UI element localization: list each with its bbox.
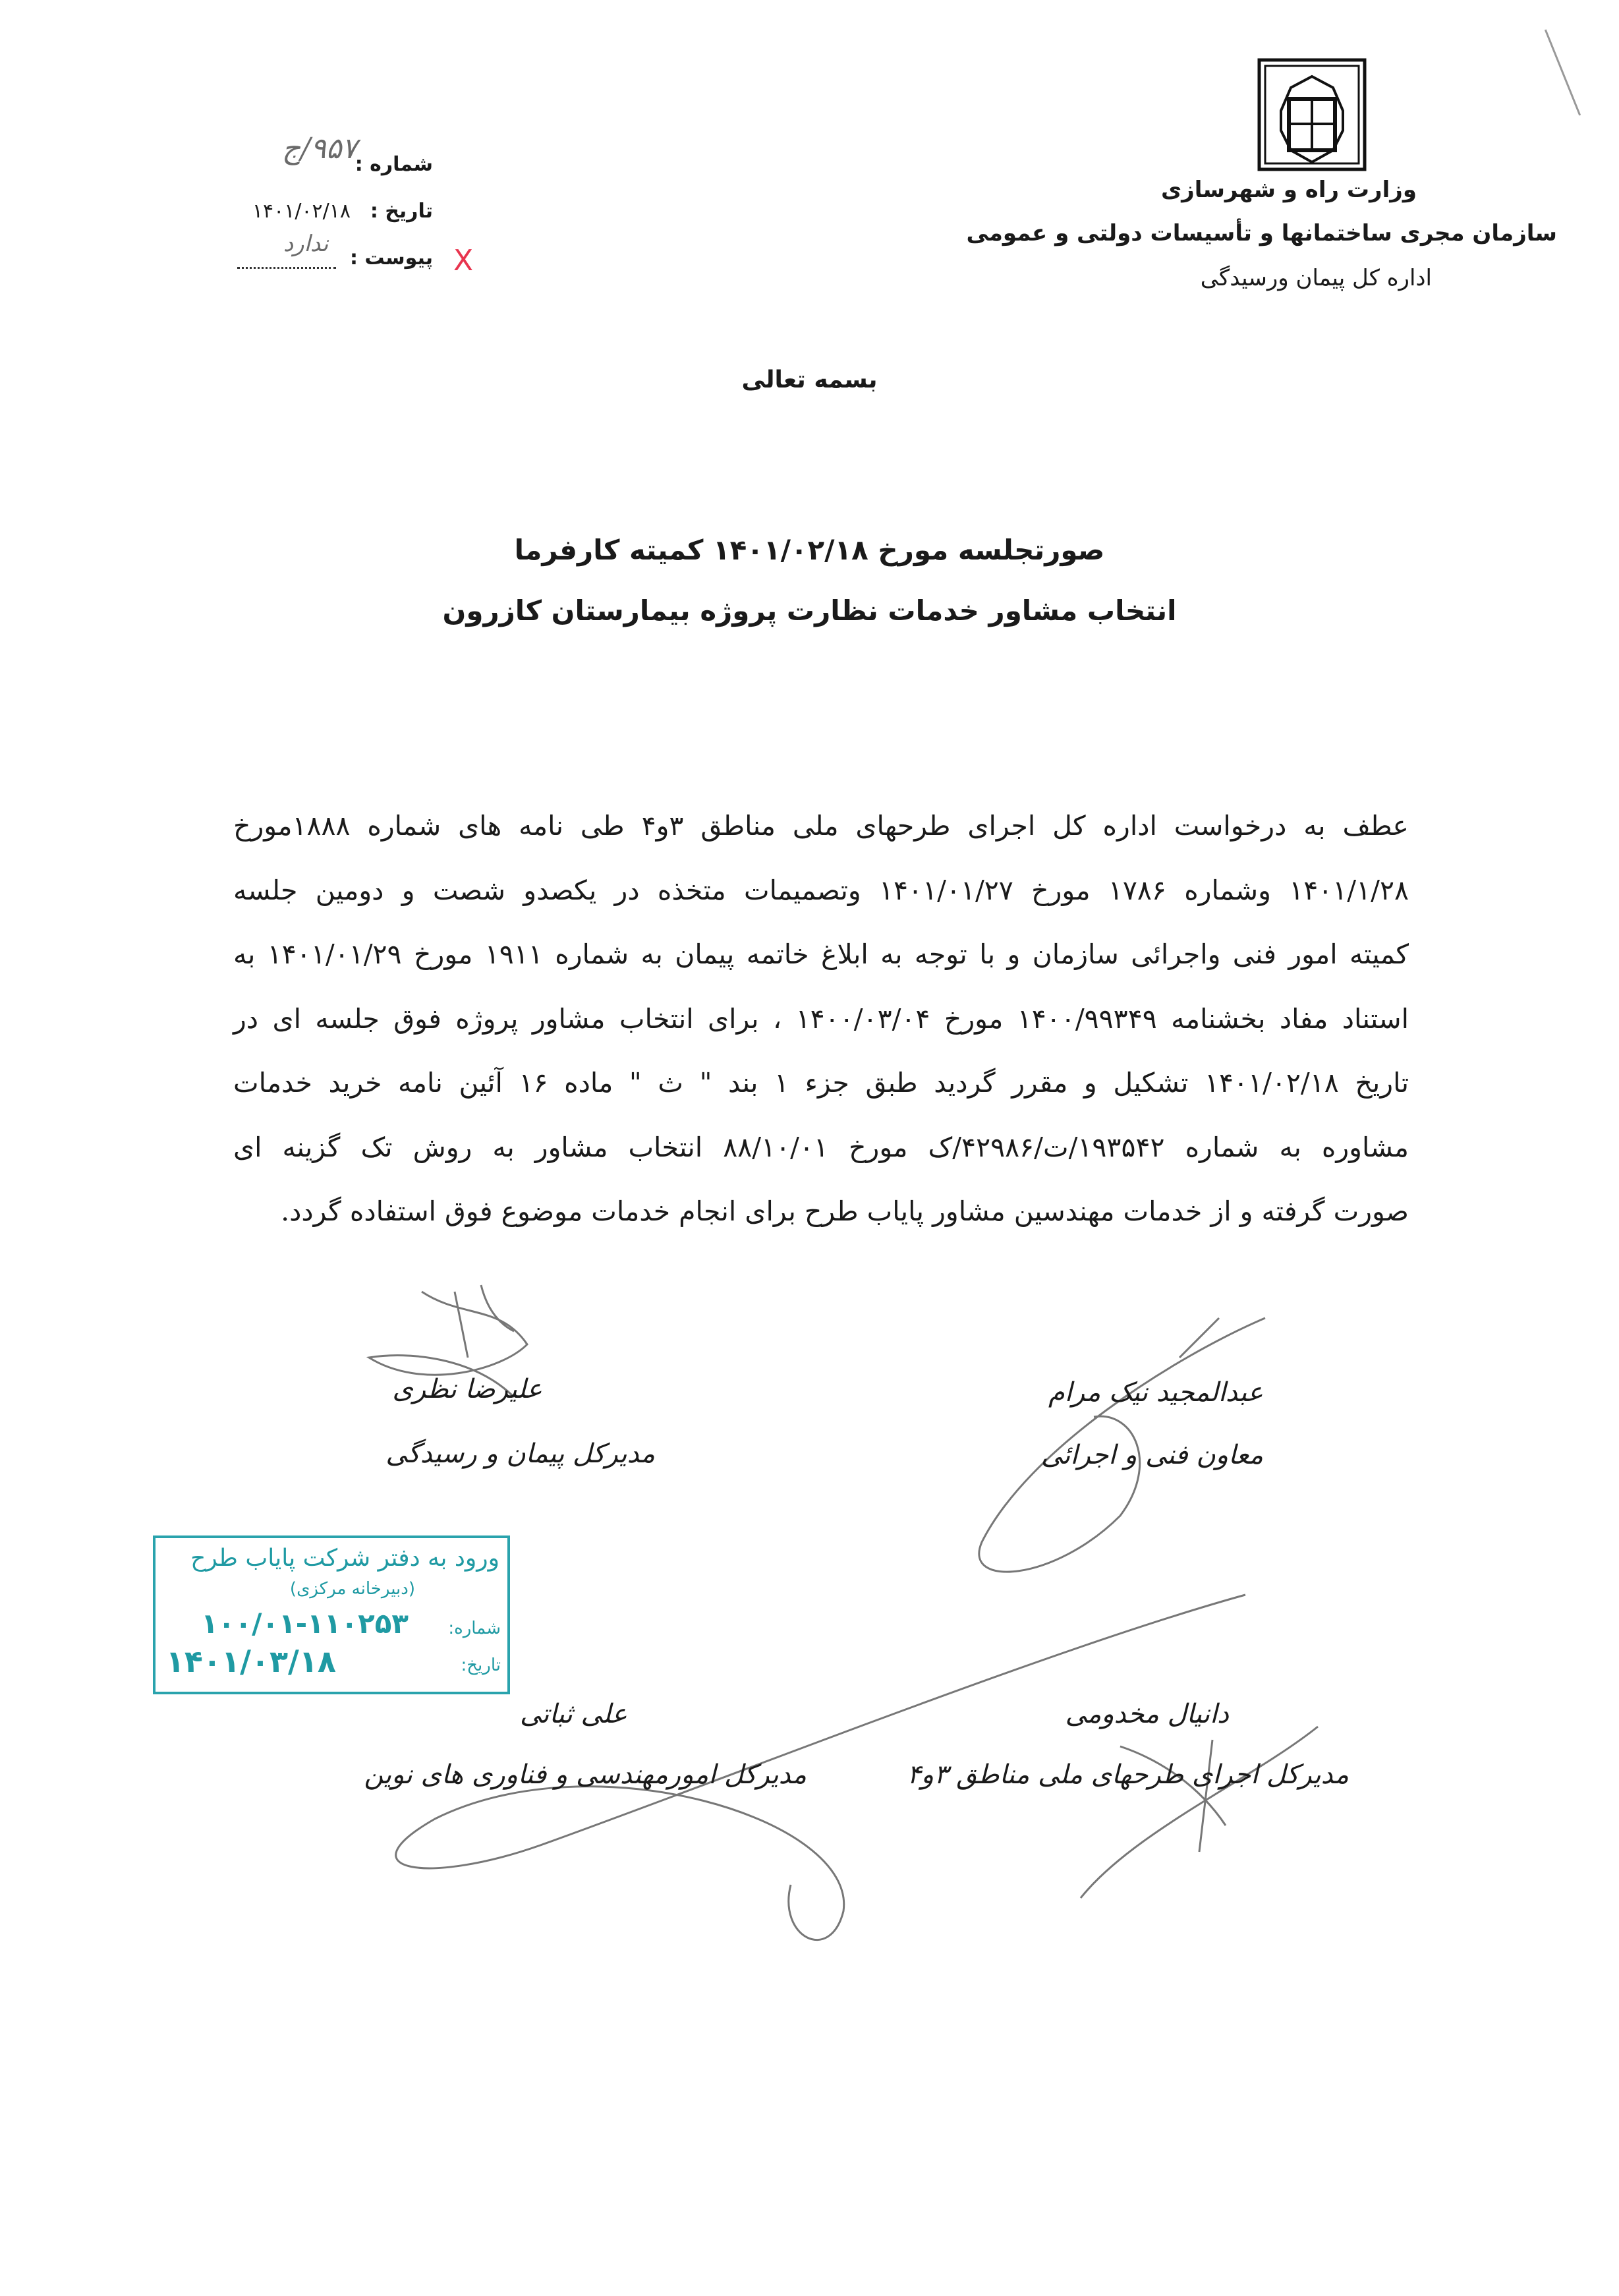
- letter-number-value: ۹۵۷/ج: [281, 132, 357, 165]
- receipt-stamp: [153, 1535, 510, 1694]
- signatory-name: علیرضا نظری: [392, 1374, 542, 1404]
- letter-date-label: تاریخ :: [370, 200, 433, 223]
- signatory-role: مدیرکل پیمان و رسیدگی: [385, 1439, 655, 1469]
- signatory-name: دانیال مخدومی: [1065, 1699, 1229, 1729]
- stamp-number-value: ۱۰۰/۰۱-۱۱۰۲۵۳: [201, 1607, 409, 1640]
- basmala: بسمه تعالی: [741, 366, 878, 393]
- stamp-subheading: (دبیرخانه مرکزی): [289, 1579, 415, 1599]
- stamp-heading: ورود به دفتر شرکت پایاب طرح: [190, 1545, 499, 1572]
- body-line: مشاوره به شماره ۱۹۳۵۴۲/ت/۴۲۹۸۶/ک مورخ ۸۸/۱۰/۰۱ انتخاب مشاور به روش تک گزینه ای: [233, 1131, 1409, 1163]
- body-line: کمیته امور فنی واجرائی سازمان و با توجه به ابلاغ خاتمه پیمان به شماره ۱۹۱۱ مورخ ۱۴۰۱/۰۱/۲۹ به: [233, 938, 1409, 970]
- letter-date-value: ۱۴۰۱/۰۲/۱۸: [252, 200, 351, 223]
- letter-number-label: شماره :: [355, 153, 433, 176]
- body-line: استناد مفاد بخشنامه ۱۴۰۰/۹۹۳۴۹ مورخ ۱۴۰۰/۰۳/۰۴ ، برای انتخاب مشاور پروژه فوق جلسه ای در: [233, 1002, 1409, 1035]
- department-name: اداره کل پیمان ورسیدگی: [1200, 265, 1432, 291]
- signatory-name: عبدالمجید نیک مرام: [1048, 1377, 1263, 1408]
- signatory-name: علی ثباتی: [519, 1699, 627, 1729]
- signatory-role: مدیرکل امورمهندسی و فناوری های نوین: [364, 1760, 807, 1790]
- document-subtitle: انتخاب مشاور خدمات نظارت پروژه بیمارستان کازرون: [442, 594, 1177, 627]
- stamp-number-label: شماره:: [448, 1619, 501, 1638]
- attachment-label: پیوست :: [349, 246, 433, 270]
- stamp-date-value: ۱۴۰۱/۰۳/۱۸: [165, 1644, 336, 1679]
- body-line: ۱۴۰۱/۱/۲۸ وشماره ۱۷۸۶ مورخ ۱۴۰۱/۰۱/۲۷ وتصمیمات متخذه در یکصدو شصت و دومین جلسه: [233, 874, 1409, 906]
- body-line: تاریخ ۱۴۰۱/۰۲/۱۸ تشکیل و مقرر گردید طبق جزء ۱ بند " ث " ماده ۱۶ آئین نامه خرید خدمات: [233, 1067, 1409, 1099]
- document-title: صورتجلسه مورخ ۱۴۰۱/۰۲/۱۸ کمیته کارفرما: [514, 534, 1105, 566]
- organization-name: سازمان مجری ساختمانها و تأسیسات دولتی و عمومی: [966, 220, 1557, 246]
- ministry-name: وزارت راه و شهرسازی: [1160, 177, 1417, 203]
- attachment-value: ندارد: [283, 231, 329, 257]
- signatory-role: مدیرکل اجرای طرحهای ملی مناطق ۳و۴: [907, 1760, 1349, 1790]
- body-line: عطف به درخواست اداره کل اجرای طرحهای ملی مناطق ۳و۴ طی نامه های شماره ۱۸۸۸مورخ: [233, 810, 1409, 842]
- signatory-role: معاون فنی و اجرائی: [1040, 1440, 1263, 1470]
- attachment-x-mark: X: [453, 244, 474, 277]
- body-line: صورت گرفته و از خدمات مهندسین مشاور پایاب طرح برای انجام خدمات موضوع فوق استفاده گردد.: [281, 1195, 1409, 1227]
- stamp-date-label: تاریخ:: [461, 1655, 501, 1675]
